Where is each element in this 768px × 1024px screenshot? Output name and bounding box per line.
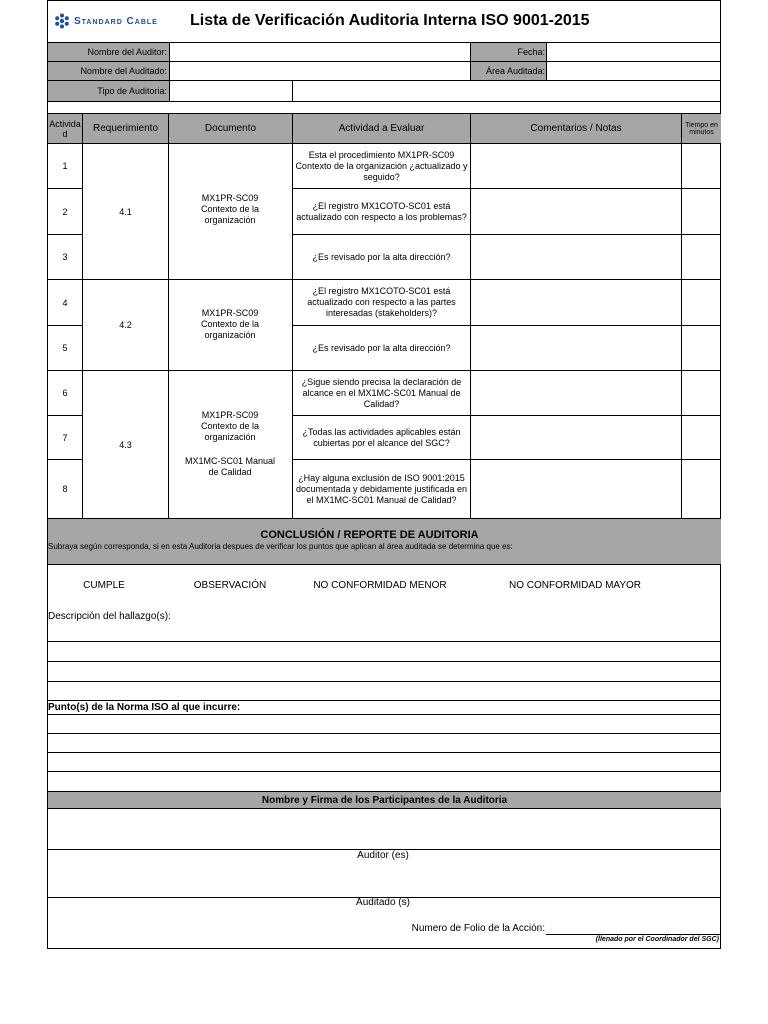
col-comentarios: Comentarios / Notas: [530, 123, 622, 134]
activity-text: ¿El registro MX1COTO-SC01 está actualizado con respecto a los problemas?: [296, 200, 467, 222]
document-cell: MX1PR-SC09 Contexto de la organización: [200, 193, 260, 225]
descripcion-label: Descripción del hallazgo(s):: [48, 611, 171, 622]
activity-text: ¿Sigue siendo precisa la declaración de alcance en el MX1MC-SC01 Manual de Calidad?: [301, 376, 462, 409]
comment-field[interactable]: [471, 189, 681, 234]
comment-field[interactable]: [471, 144, 681, 188]
row-number: 3: [62, 252, 68, 262]
row-number: 4: [62, 297, 68, 308]
row-number: 2: [62, 206, 68, 217]
tipo-field[interactable]: [170, 81, 292, 101]
row-number: 7: [62, 432, 68, 443]
option-cumple[interactable]: CUMPLE: [83, 580, 125, 591]
comment-field[interactable]: [471, 416, 681, 459]
conclusion-title: CONCLUSIÓN / REPORTE DE AUDITORIA: [260, 529, 479, 541]
comment-field[interactable]: [471, 235, 681, 279]
col-actividad-evaluar: Actividad a Evaluar: [338, 123, 425, 134]
row-number: 6: [62, 388, 68, 398]
fecha-field[interactable]: [547, 43, 720, 61]
logo-text: Standard Cable: [74, 15, 158, 27]
puntos-label: Punto(s) de la Norma ISO al que incurre:: [48, 702, 241, 713]
auditor-label: Nombre del Auditor:: [87, 47, 167, 57]
auditado-signature-field[interactable]: [48, 863, 720, 896]
col-tiempo: Tiempo en minutos: [685, 121, 718, 136]
row-number: 8: [62, 484, 68, 494]
auditor-signature-field[interactable]: [48, 809, 720, 848]
snowflake-logo-icon: [54, 13, 70, 29]
area-label: Área Auditada:: [485, 66, 545, 76]
folio-field[interactable]: [546, 924, 720, 935]
comment-field[interactable]: [471, 460, 681, 518]
col-actividad: Actividad: [49, 118, 81, 139]
auditado-label: Nombre del Auditado:: [80, 66, 167, 76]
puntos-field[interactable]: [48, 715, 720, 791]
auditor-field[interactable]: [170, 43, 470, 61]
row-number: 5: [62, 343, 68, 353]
row-number: 1: [62, 161, 68, 171]
activity-text: ¿El registro MX1COTO-SC01 está actualizado con respecto a las partes interesadas (stakeholders)?: [307, 286, 456, 318]
activity-text: ¿Es revisado por la alta dirección?: [312, 251, 451, 262]
document-cell: MX1PR-SC09 Contexto de la organización: [200, 308, 260, 340]
auditor-signature-label: Auditor (es): [357, 850, 409, 861]
option-nc-menor[interactable]: NO CONFORMIDAD MENOR: [313, 580, 447, 591]
auditado-signature-label: Auditado (s): [356, 897, 410, 908]
activity-text: ¿Es revisado por la alta dirección?: [312, 342, 451, 353]
conclusion-subtitle: Subraya según corresponda, si en esta Auditoria despues de verificar los puntos que aplican al área auditada se determina que es:: [48, 542, 513, 551]
activity-text: Esta el procedimiento MX1PR-SC09 Contexto de la organización ¿actualizado y seguido?: [295, 149, 468, 182]
tipo-label: Tipo de Auditoria:: [97, 86, 167, 96]
col-documento: Documento: [204, 123, 257, 134]
document-cell-2: MX1MC-SC01 Manual de Calidad: [184, 456, 276, 477]
activity-text: ¿Todas las actividades aplicables están cubiertas por el alcance del SGC?: [302, 426, 461, 448]
comment-field[interactable]: [471, 280, 681, 325]
requirement-cell: 4.2: [119, 320, 132, 330]
requirement-cell: 4.3: [119, 439, 132, 450]
col-requerimiento: Requerimiento: [92, 123, 159, 134]
auditado-field[interactable]: [170, 62, 470, 80]
fecha-label: Fecha:: [517, 47, 545, 57]
company-logo: [54, 11, 184, 31]
comment-field[interactable]: [471, 371, 681, 415]
page-title: Lista de Verificación Auditoria Interna ISO 9001-2015: [190, 12, 590, 29]
option-nc-mayor[interactable]: NO CONFORMIDAD MAYOR: [508, 580, 642, 591]
area-field[interactable]: [547, 62, 720, 80]
option-observacion[interactable]: OBSERVACIÓN: [193, 580, 267, 591]
firmas-title: Nombre y Firma de los Participantes de la Auditoria: [48, 792, 721, 808]
descripcion-field[interactable]: [48, 642, 720, 700]
activity-text: ¿Hay alguna exclusión de ISO 9001:2015 documentada y debidamente justificada en el MX1MC-SC01 Manual de Calidad?: [295, 472, 468, 505]
folio-label: Numero de Folio de la Acción:: [411, 923, 545, 934]
folio-note: (llenado por el Coordinador del SGC): [595, 936, 719, 943]
document-cell: MX1PR-SC09 Contexto de la organización: [200, 410, 260, 442]
comment-field[interactable]: [471, 326, 681, 370]
requirement-cell: 4.1: [119, 206, 132, 217]
